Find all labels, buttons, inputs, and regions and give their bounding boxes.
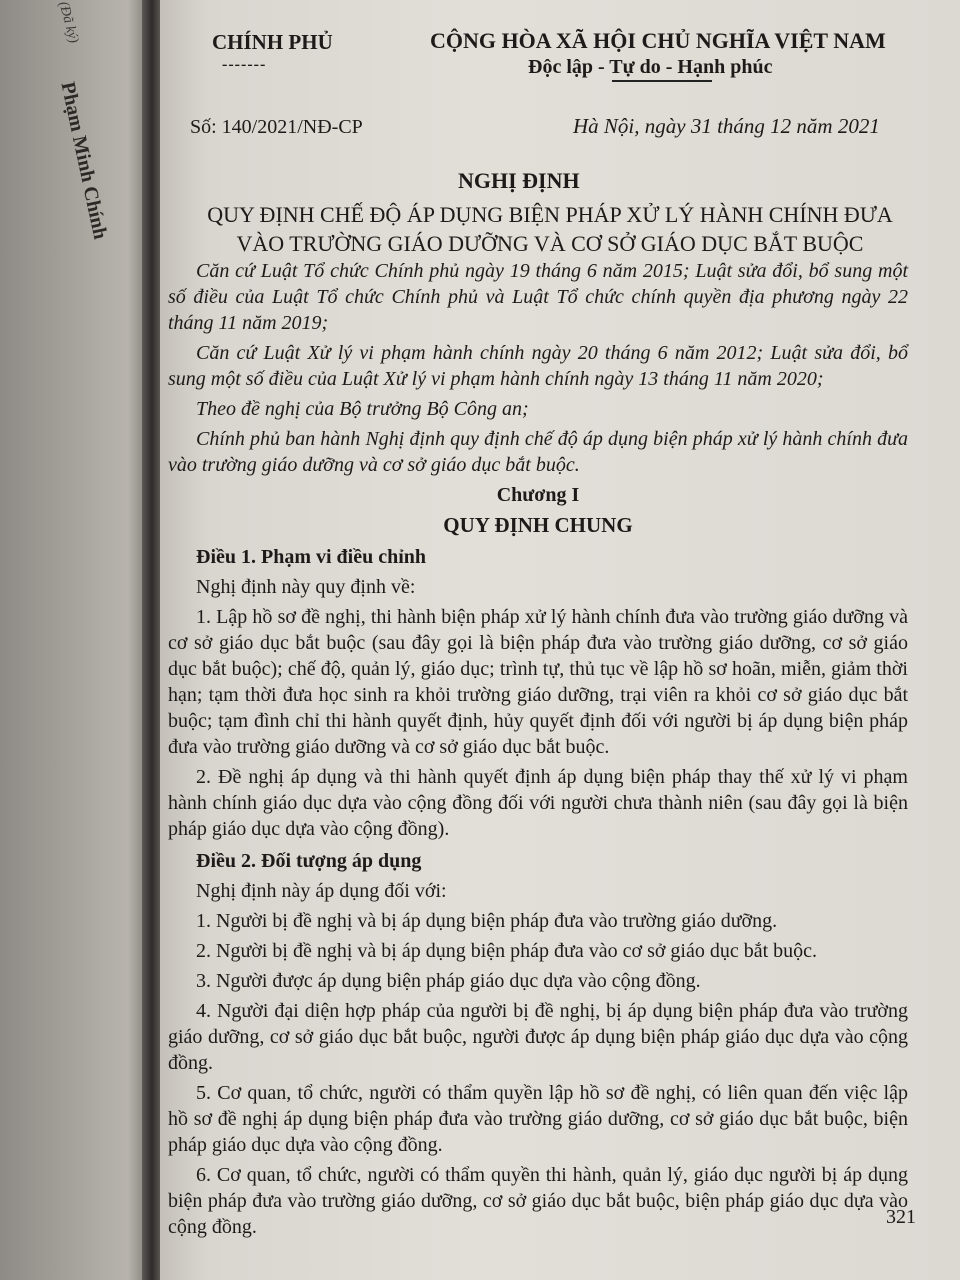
- document-title: QUY ĐỊNH CHẾ ĐỘ ÁP DỤNG BIỆN PHÁP XỬ LÝ HÀNH CHÍNH ĐƯA VÀO TRƯỜNG GIÁO DƯỠNG VÀ CƠ SỞ GIÁO DỤC BẮT BUỘC: [207, 202, 893, 256]
- article-2-item: 6. Cơ quan, tổ chức, người có thẩm quyền thi hành, quản lý, giáo dục người bị áp dụng biện pháp đưa vào trường giáo dưỡng, cơ sở giáo dục bắt buộc, biện pháp giáo dục dựa vào cộng đồng.: [168, 1164, 908, 1238]
- document-type: NGHỊ ĐỊNH: [458, 168, 580, 193]
- chapter-title: QUY ĐỊNH CHUNG: [443, 513, 633, 537]
- facing-page: [0, 0, 150, 1280]
- chapter-label: Chương I: [496, 484, 580, 506]
- page-number: 321: [886, 1206, 916, 1228]
- article-2-item: 3. Người được áp dụng biện pháp giáo dục dựa vào cộng đồng.: [196, 970, 701, 992]
- preamble-legal-basis-1: Căn cứ Luật Tổ chức Chính phủ ngày 19 tháng 6 năm 2015; Luật sửa đổi, bổ sung một số điều của Luật Tổ chức Chính phủ và Luật Tổ chức chính quyền địa phương ngày 22 tháng 11 năm 2019;: [168, 260, 908, 334]
- article-2-heading: Điều 2. Đối tượng áp dụng: [196, 850, 422, 872]
- signer-name: Phạm Minh Chính: [56, 80, 112, 242]
- motto-divider: [612, 80, 712, 82]
- article-2-item: 4. Người đại diện hợp pháp của người bị đề nghị, bị áp dụng biện pháp đưa vào trường giáo dưỡng, cơ sở giáo dục bắt buộc, người được áp dụng biện pháp giáo dục dựa vào cộng đồng.: [168, 1000, 908, 1074]
- signed-note: (Đã ký): [55, 0, 81, 45]
- document-date: Hà Nội, ngày 31 tháng 12 năm 2021: [573, 114, 880, 138]
- article-2-intro: Nghị định này áp dụng đối với:: [196, 880, 447, 902]
- preamble-enactment: Chính phủ ban hành Nghị định quy định chế độ áp dụng biện pháp xử lý hành chính đưa vào trường giáo dưỡng và cơ sở giáo dục bắt buộc.: [168, 428, 908, 476]
- document-number: Số: 140/2021/NĐ-CP: [190, 116, 363, 138]
- agency-rule: -------: [222, 56, 267, 73]
- preamble-legal-basis-2: Căn cứ Luật Xử lý vi phạm hành chính ngày 20 tháng 6 năm 2012; Luật sửa đổi, bổ sung một số điều của Luật Xử lý vi phạm hành chính ngày 13 tháng 11 năm 2020;: [168, 342, 908, 390]
- article-1-item: 2. Đề nghị áp dụng và thi hành quyết định áp dụng biện pháp thay thế xử lý vi phạm hành chính giáo dục dựa vào cộng đồng đối với người chưa thành niên (sau đây gọi là biện pháp giáo dục dựa vào cộng đồng).: [168, 766, 908, 840]
- preamble-proposal: Theo đề nghị của Bộ trưởng Bộ Công an;: [196, 398, 529, 420]
- article-1-heading: Điều 1. Phạm vi điều chỉnh: [196, 546, 427, 568]
- document-body: [168, 258, 908, 1244]
- article-1-intro: Nghị định này quy định về:: [196, 576, 416, 598]
- document-page: [160, 0, 960, 1280]
- article-2-item: 2. Người bị đề nghị và bị áp dụng biện pháp đưa vào cơ sở giáo dục bắt buộc.: [196, 940, 818, 962]
- article-2-item: 1. Người bị đề nghị và bị áp dụng biện pháp đưa vào trường giáo dưỡng.: [196, 910, 778, 932]
- article-2-item: 5. Cơ quan, tổ chức, người có thẩm quyền lập hồ sơ đề nghị, có liên quan đến việc lập hồ sơ đề nghị áp dụng biện pháp đưa vào trường giáo dưỡng, cơ sở giáo dục bắt buộc, biện pháp giáo dục dựa vào cộng đồng.: [168, 1082, 908, 1156]
- national-motto: Độc lập - Tự do - Hạnh phúc: [528, 56, 773, 78]
- issuing-agency: CHÍNH PHỦ: [212, 30, 333, 54]
- national-title: CỘNG HÒA XÃ HỘI CHỦ NGHĨA VIỆT NAM: [430, 28, 886, 53]
- article-1-item: 1. Lập hồ sơ đề nghị, thi hành biện pháp xử lý hành chính đưa vào trường giáo dưỡng và cơ sở giáo dục bắt buộc (sau đây gọi là biện pháp đưa vào trường giáo dưỡng, cơ sở giáo dục bắt buộc); chế độ, quản lý, giáo dục; trình tự, thủ tục về lập hồ sơ hoãn, miễn, giảm thời hạn; tạm thời đưa học sinh ra khỏi trường giáo dưỡng, trại viên ra khỏi cơ sở giáo dục bắt buộc; tạm đình chỉ thi hành quyết định, hủy quyết định đối với người bị áp dụng biện pháp đưa vào trường giáo dưỡng và cơ sở giáo dục bắt buộc.: [168, 606, 908, 758]
